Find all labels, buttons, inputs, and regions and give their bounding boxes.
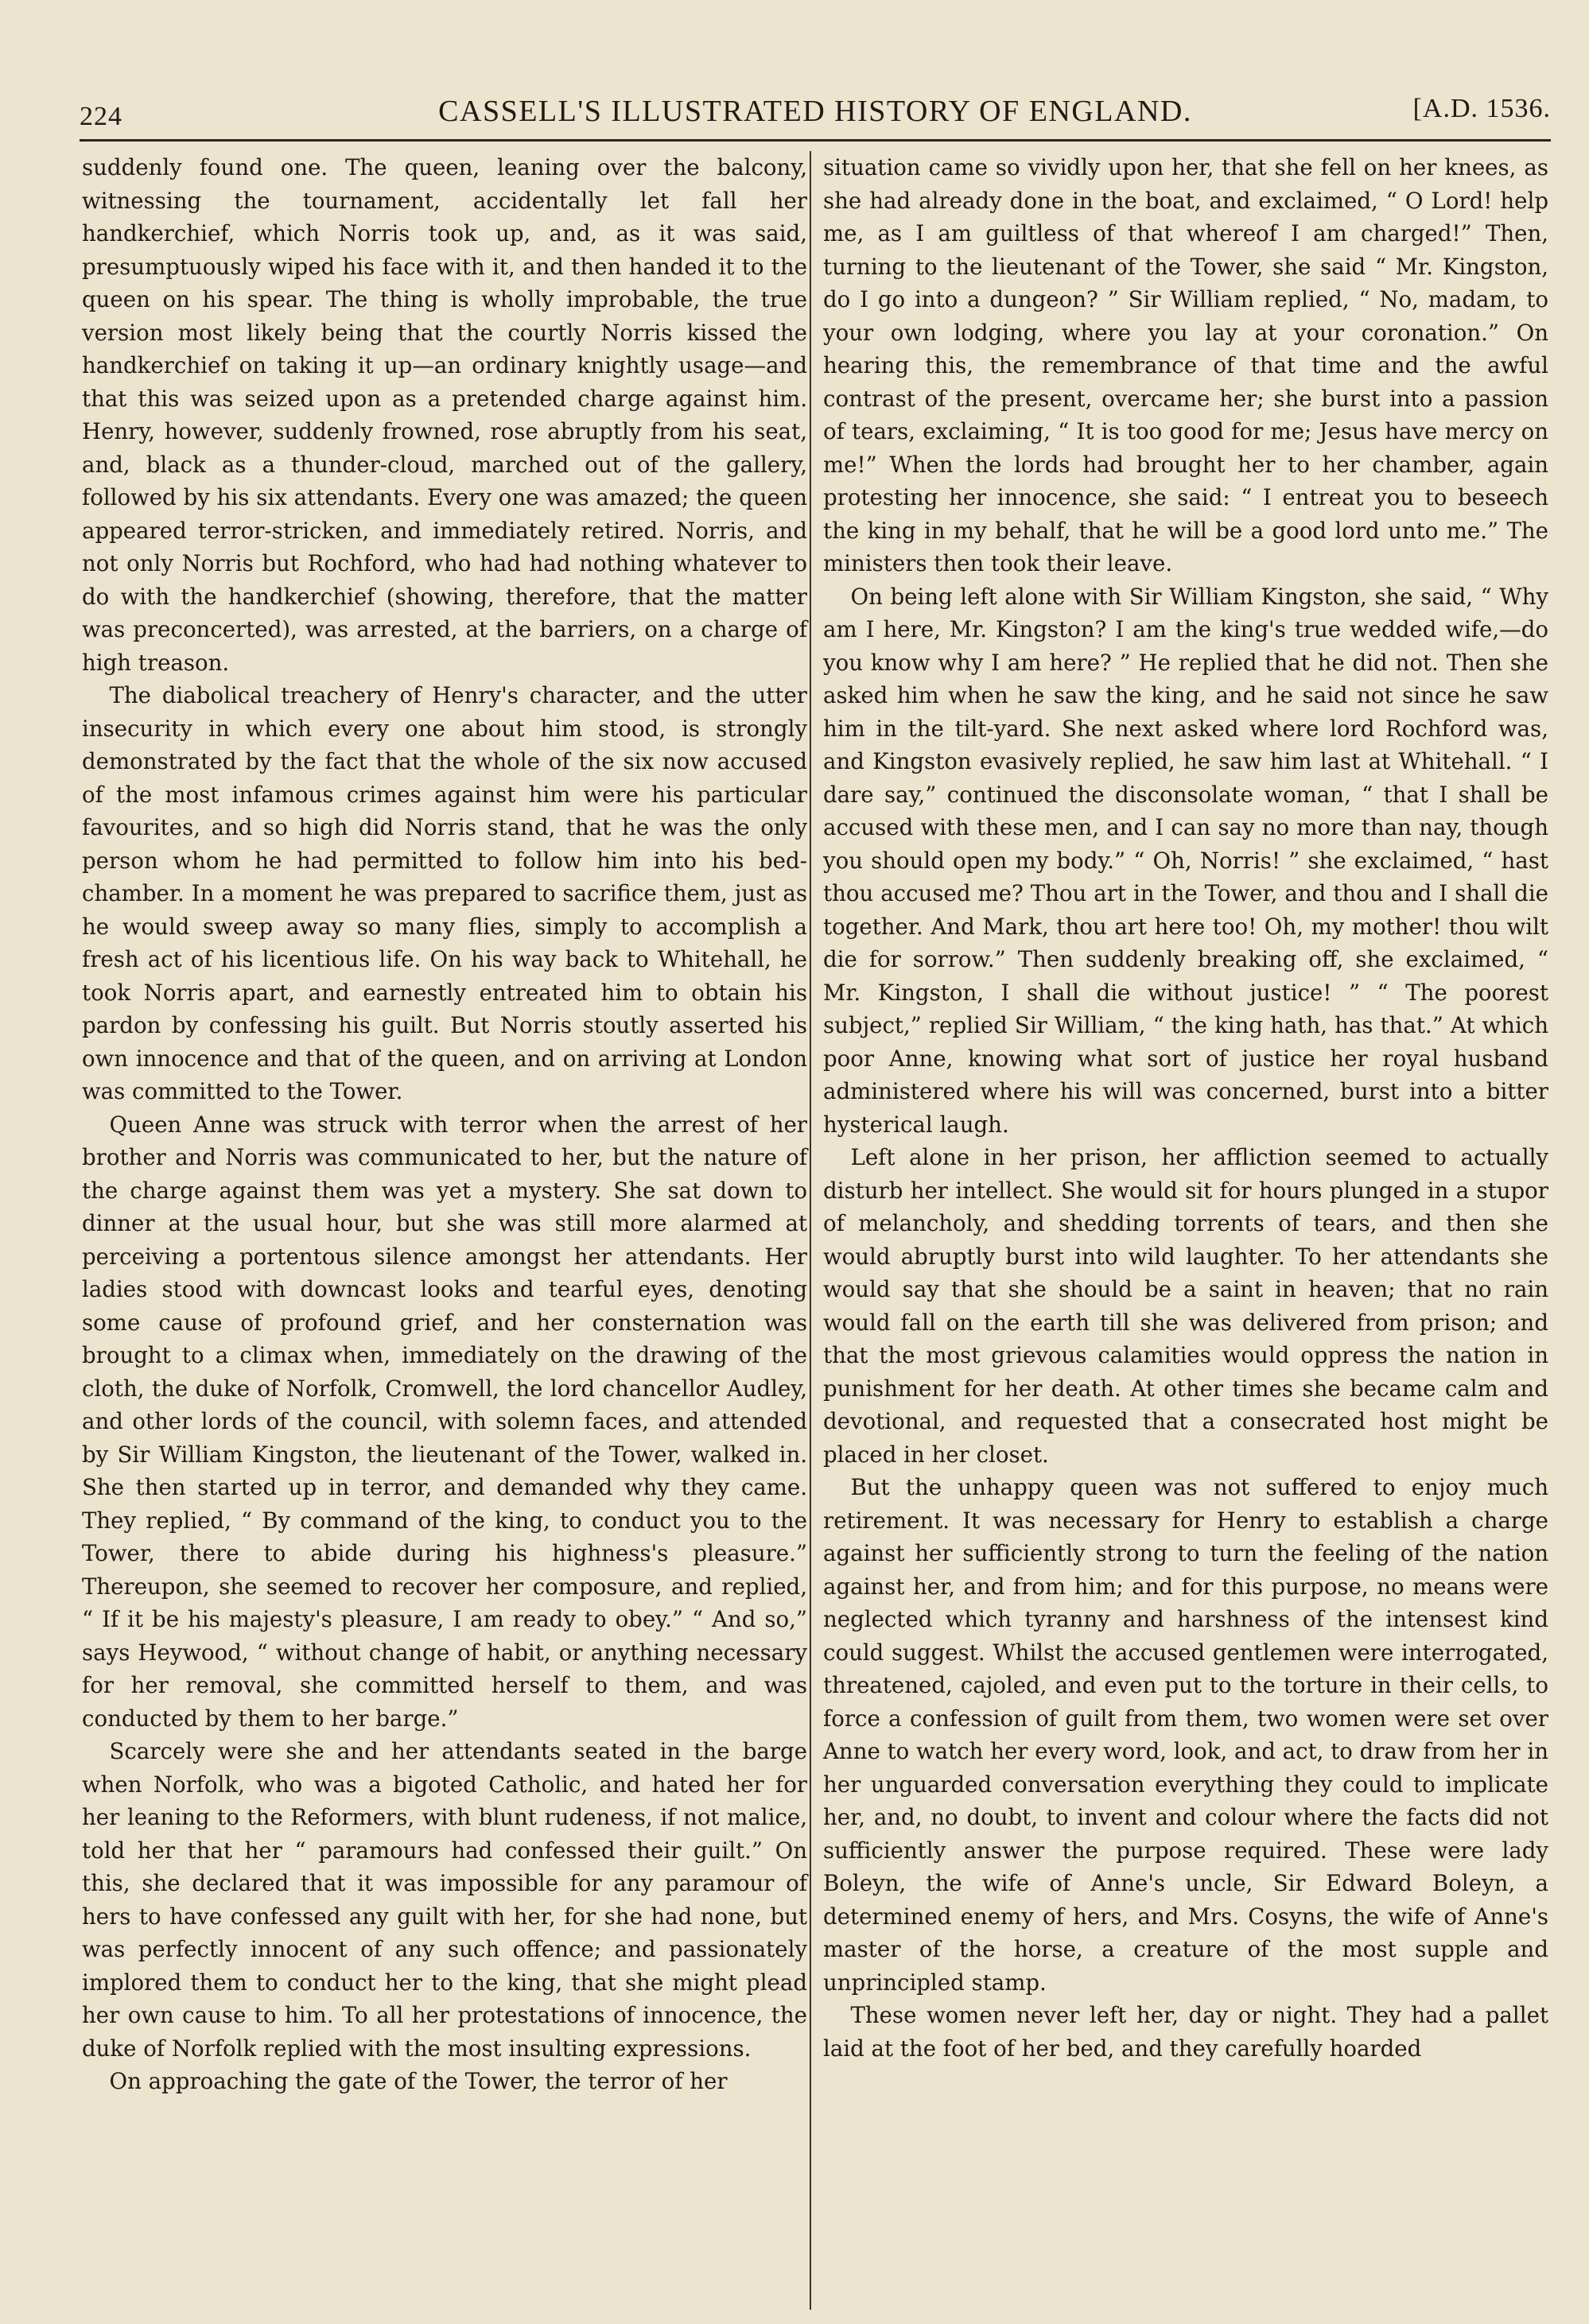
paragraph: But the unhappy queen was not suffered to enjoy much retirement. It was necessary for Henry to establish a charge against her sufficiently strong to turn the feeling of the nation against her, and from him; and for this purpose, no means were neglected which tyranny and harshness of the intensest kind could suggest. Whilst the accused gentlemen were interrogated, threatened, cajoled, and even put to the torture in their cells, to force a confession of guilt from them, two women were set over Anne to watch her every word, look, and act, to draw from her in her unguarded conversation everything they could to implicate her, and, no doubt, to invent and colour where the facts did not sufficiently answer the purpose required. These were lady Boleyn, the wife of Anne's uncle, Sir Edward Boleyn, a determined enemy of hers, and Mrs. Cosyns, the wife of Anne's master of the horse, a creature of the most supple and unprincipled stamp. xyxy=(823,1474,1548,1996)
page-number: 224 xyxy=(80,102,122,131)
paragraph: Scarcely were she and her attendants seated in the barge when Norfolk, who was a bigoted Catholic, and hated her for her leaning to the Reformers, with blunt rudeness, if not malice, told her that her “ paramours had confessed their guilt.” On this, she declared that it was impossible for any paramour of hers to have confessed any guilt with her, for she had none, but was perfectly innocent of any such offence; and passionately implored them to conduct her to the king, that she might plead her own cause to him. To all her protestations of innocence, the duke of Norfolk replied with the most insulting expressions. xyxy=(82,1738,807,2062)
paragraph: situation came so vividly upon her, that she fell on her knees, as she had already done in the boat, and exclaimed, “ O Lord! help me, as I am guiltless of that whereof I am charged!” Then, turning to the lieutenant of the Tower, she said “ Mr. Kingston, do I go into a dungeon? ” Sir William replied, “ No, madam, to your own lodging, where you lay at your coronation.” On hearing this, the remembrance of that time and the awful contrast of the present, overcame her; she burst into a passion of tears, exclaiming, “ It is too good for me; Jesus have mercy on me!” When the lords had brought her to her chamber, again protesting her innocence, she said: “ I entreat you to beseech the king in my behalf, that he will be a good lord unto me.” The ministers then took their leave. xyxy=(823,154,1548,576)
paragraph: Queen Anne was struck with terror when the arrest of her brother and Norris was communicated to her, but the nature of the charge against them was yet a mystery. She sat down to dinner at the usual hour, but she was still more alarmed at perceiving a portentous silence amongst her attendants. Her ladies stood with downcast looks and tearful eyes, denoting some cause of profound grief, and her consternation was brought to a climax when, immediately on the drawing of the cloth, the duke of Norfolk, Cromwell, the lord chancellor Audley, and other lords of the council, with solemn faces, and attended by Sir William Kingston, the lieutenant of the Tower, walked in. She then started up in terror, and demanded why they came. They replied, “ By command of the king, to conduct you to the Tower, there to abide during his highness's pleasure.” Thereupon, she seemed to recover her composure, and replied, “ If it be his majesty's pleasure, I am ready to obey.” “ And so,” says Heywood, “ without change of habit, or anything necessary for her removal, she committed herself to them, and was conducted by them to her barge.” xyxy=(82,1111,807,1732)
running-title: CASSELL'S ILLUSTRATED HISTORY OF ENGLAND. xyxy=(438,95,1192,128)
paragraph: suddenly found one. The queen, leaning over the balcony, witnessing the tournament, accidentally let fall her handkerchief, which Norris took up, and, as it was said, presumptuously wiped his face with it, and then handed it to the queen on his spear. The thing is wholly improbable, the true version most likely being that the courtly Norris kissed the handkerchief on taking it up—an ordinary knightly usage—and that this was seized upon as a pretended charge against him. Henry, however, suddenly frowned, rose abruptly from his seat, and, black as a thunder-cloud, marched out of the gallery, followed by his six attendants. Every one was amazed; the queen appeared terror-stricken, and immediately retired. Norris, and not only Norris but Rochford, who had had nothing whatever to do with the handkerchief (showing, therefore, that the matter was preconcerted), was arrested, at the barriers, on a charge of high treason. xyxy=(82,154,807,676)
header-rule xyxy=(80,139,1551,142)
header-date: [A.D. 1536. xyxy=(1412,94,1551,123)
paragraph: These women never left her, day or night. They had a pallet laid at the foot of her bed, and they carefully hoarded xyxy=(823,2002,1548,2062)
right-column xyxy=(823,151,1548,2065)
left-column xyxy=(82,151,807,2098)
column-divider xyxy=(810,151,811,2310)
running-header xyxy=(80,89,1551,130)
paragraph: Left alone in her prison, her affliction seemed to actually disturb her intellect. She would sit for hours plunged in a stupor of melancholy, and shedding torrents of tears, and then she would abruptly burst into wild laughter. To her attendants she would say that she should be a saint in heaven; that no rain would fall on the earth till she was delivered from prison; and that the most grievous calamities would oppress the nation in punishment for her death. At other times she became calm and devotional, and requested that a consecrated host might be placed in her closet. xyxy=(823,1144,1548,1468)
paragraph: On being left alone with Sir William Kingston, she said, “ Why am I here, Mr. Kingston? I am the king's true wedded wife,—do you know why I am here? ” He replied that he did not. Then she asked him when he saw the king, and he said not since he saw him in the tilt-yard. She next asked where lord Rochford was, and Kingston evasively replied, he saw him last at Whitehall. “ I dare say,” continued the disconsolate woman, “ that I shall be accused with these men, and I can say no more than nay, though you should open my body.” “ Oh, Norris! ” she exclaimed, “ hast thou accused me? Thou art in the Tower, and thou and I shall die together. And Mark, thou art here too! Oh, my mother! thou wilt die for sorrow.” Then suddenly breaking off, she exclaimed, “ Mr. Kingston, I shall die without justice! ” “ The poorest subject,” replied Sir William, “ the king hath, has that.” At which poor Anne, knowing what sort of justice her royal husband administered where his will was concerned, burst into a bitter hysterical laugh. xyxy=(823,583,1548,1138)
paragraph: On approaching the gate of the Tower, the terror of her xyxy=(109,2068,728,2094)
paragraph: The diabolical treachery of Henry's character, and the utter insecurity in which every one about him stood, is strongly demonstrated by the fact that the whole of the six now accused of the most infamous crimes against him were his particular favourites, and so high did Norris stand, that he was the only person whom he had permitted to follow him into his bed-chamber. In a moment he was prepared to sacrifice them, just as he would sweep away so many flies, simply to accomplish a fresh act of his licentious life. On his way back to Whitehall, he took Norris apart, and earnestly entreated him to obtain his pardon by confessing his guilt. But Norris stoutly asserted his own innocence and that of the queen, and on arriving at London was committed to the Tower. xyxy=(82,682,807,1104)
